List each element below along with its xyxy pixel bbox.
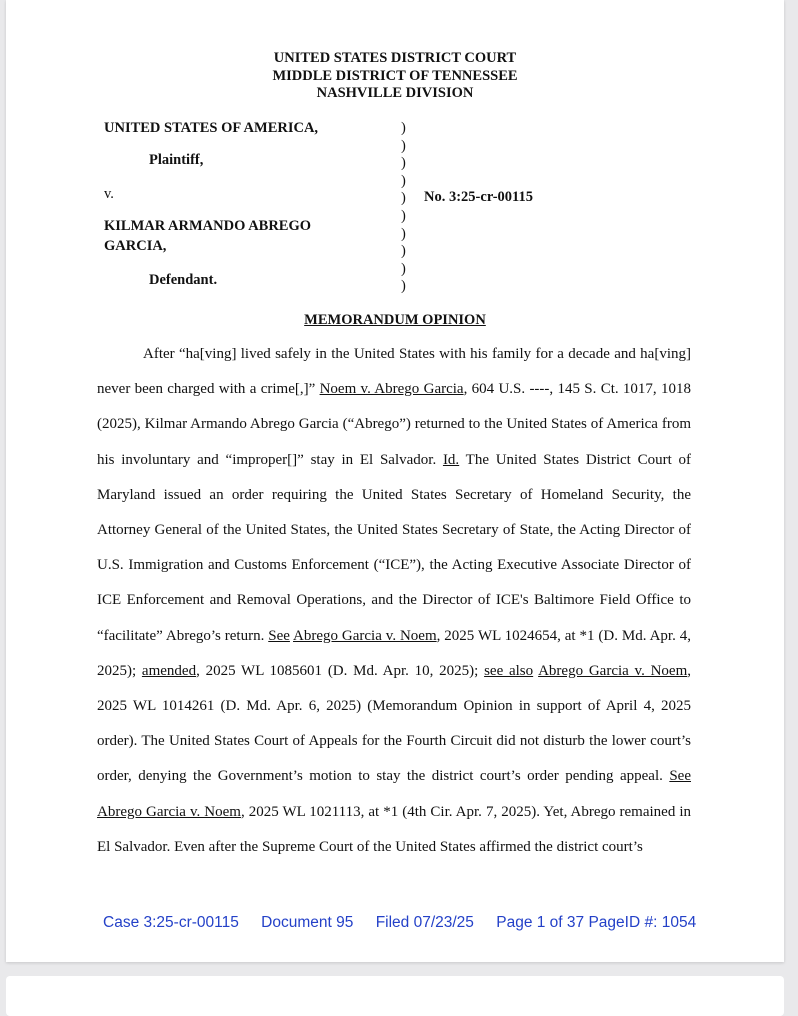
footer-page-info: Page 1 of 37 PageID #: 1054 <box>496 914 697 931</box>
case-number: No. 3:25-cr-00115 <box>424 189 533 205</box>
defendant-name-line2: GARCIA, <box>104 238 167 254</box>
paren: ) <box>401 225 406 242</box>
paren: ) <box>401 120 406 136</box>
defendant-role: Defendant. <box>149 272 218 288</box>
body-text: , 2025 WL 1085601 (D. Md. Apr. 10, 2025); <box>196 662 485 679</box>
court-name: UNITED STATES DISTRICT COURT <box>273 50 517 66</box>
next-page-edge <box>6 976 784 1016</box>
body-text: , 604 U.S. ----, 145 S. Ct. 1017, 1018 (2025), Kilmar Armando Abrego Garcia (“Abrego”) returned to the United States of America from his involuntary and “improper[]” stay in El Salvador. <box>97 381 691 468</box>
paren: ) <box>401 278 406 295</box>
opinion-body <box>97 337 691 865</box>
body-text: After “ha[ving] lived safely in the United States with his family for a decade and ha[ving] never been charged with a crime[,]” <box>97 346 691 398</box>
plaintiff-role: Plaintiff, <box>149 152 204 168</box>
paren: ) <box>401 137 406 154</box>
amended-signal: amended <box>141 662 197 679</box>
paren: ) <box>401 260 406 277</box>
footer-document-number: Document 95 <box>261 914 354 931</box>
court-heading <box>6 50 784 103</box>
case-citation: Abrego Garcia v. Noem <box>97 803 241 820</box>
caption-parentheses <box>401 120 413 296</box>
defendant-name-line1: KILMAR ARMANDO ABREGO <box>104 218 312 234</box>
body-text: , 2025 WL 1024654, at *1 (D. Md. Apr. 4, 2025); <box>97 627 691 679</box>
paren: ) <box>401 190 406 207</box>
body-text: , 2025 WL 1021113, at *1 (4th Cir. Apr. 7, 2025). Yet, Abrego remained in El Salvador. Even after the Supreme Court of the United States affirmed the district court’s <box>97 803 691 855</box>
court-district: MIDDLE DISTRICT OF TENNESSEE <box>272 67 518 84</box>
footer-case-number: Case 3:25-cr-00115 <box>103 914 239 931</box>
document-page <box>6 0 784 962</box>
document-title: MEMORANDUM OPINION <box>304 312 486 328</box>
footer-filed-date: Filed 07/23/25 <box>375 914 474 931</box>
versus-label: v. <box>104 186 114 202</box>
see-also-signal: see also <box>484 662 534 679</box>
case-citation: Abrego Garcia v. Noem <box>293 627 437 644</box>
paragraph <box>97 337 691 865</box>
paren: ) <box>401 155 406 172</box>
filing-footer <box>103 914 714 932</box>
see-signal: See <box>669 768 691 785</box>
body-text: The United States District Court of Maryland issued an order requiring the United States Secretary of Homeland Security, the Attorney General of the United States, the United States Secretary of State, the Acting Director of U.S. Immigration and Customs Enforcement (“ICE”), the Acting Executive Associate Director of ICE Enforcement and Removal Operations, and the Director of ICE's Baltimore Field Office to “facilitate” Abrego’s return. <box>97 451 691 644</box>
paren: ) <box>401 207 406 224</box>
paren: ) <box>401 243 406 260</box>
case-citation: Abrego Garcia v. Noem <box>538 662 688 679</box>
case-citation: Noem v. Abrego Garcia <box>319 381 464 398</box>
paren: ) <box>401 172 406 189</box>
plaintiff-name: UNITED STATES OF AMERICA, <box>104 120 319 136</box>
id-signal: Id. <box>442 451 460 468</box>
court-division: NASHVILLE DIVISION <box>316 85 474 101</box>
body-text: , 2025 WL 1014261 (D. Md. Apr. 6, 2025) (Memorandum Opinion in support of April 4, 2025 order). The United States Court of Appeals for the Fourth Circuit did not disturb the lower court’s order, denying the Government’s motion to stay the district court’s order pending appeal. <box>97 662 691 785</box>
see-signal: See <box>268 627 290 644</box>
